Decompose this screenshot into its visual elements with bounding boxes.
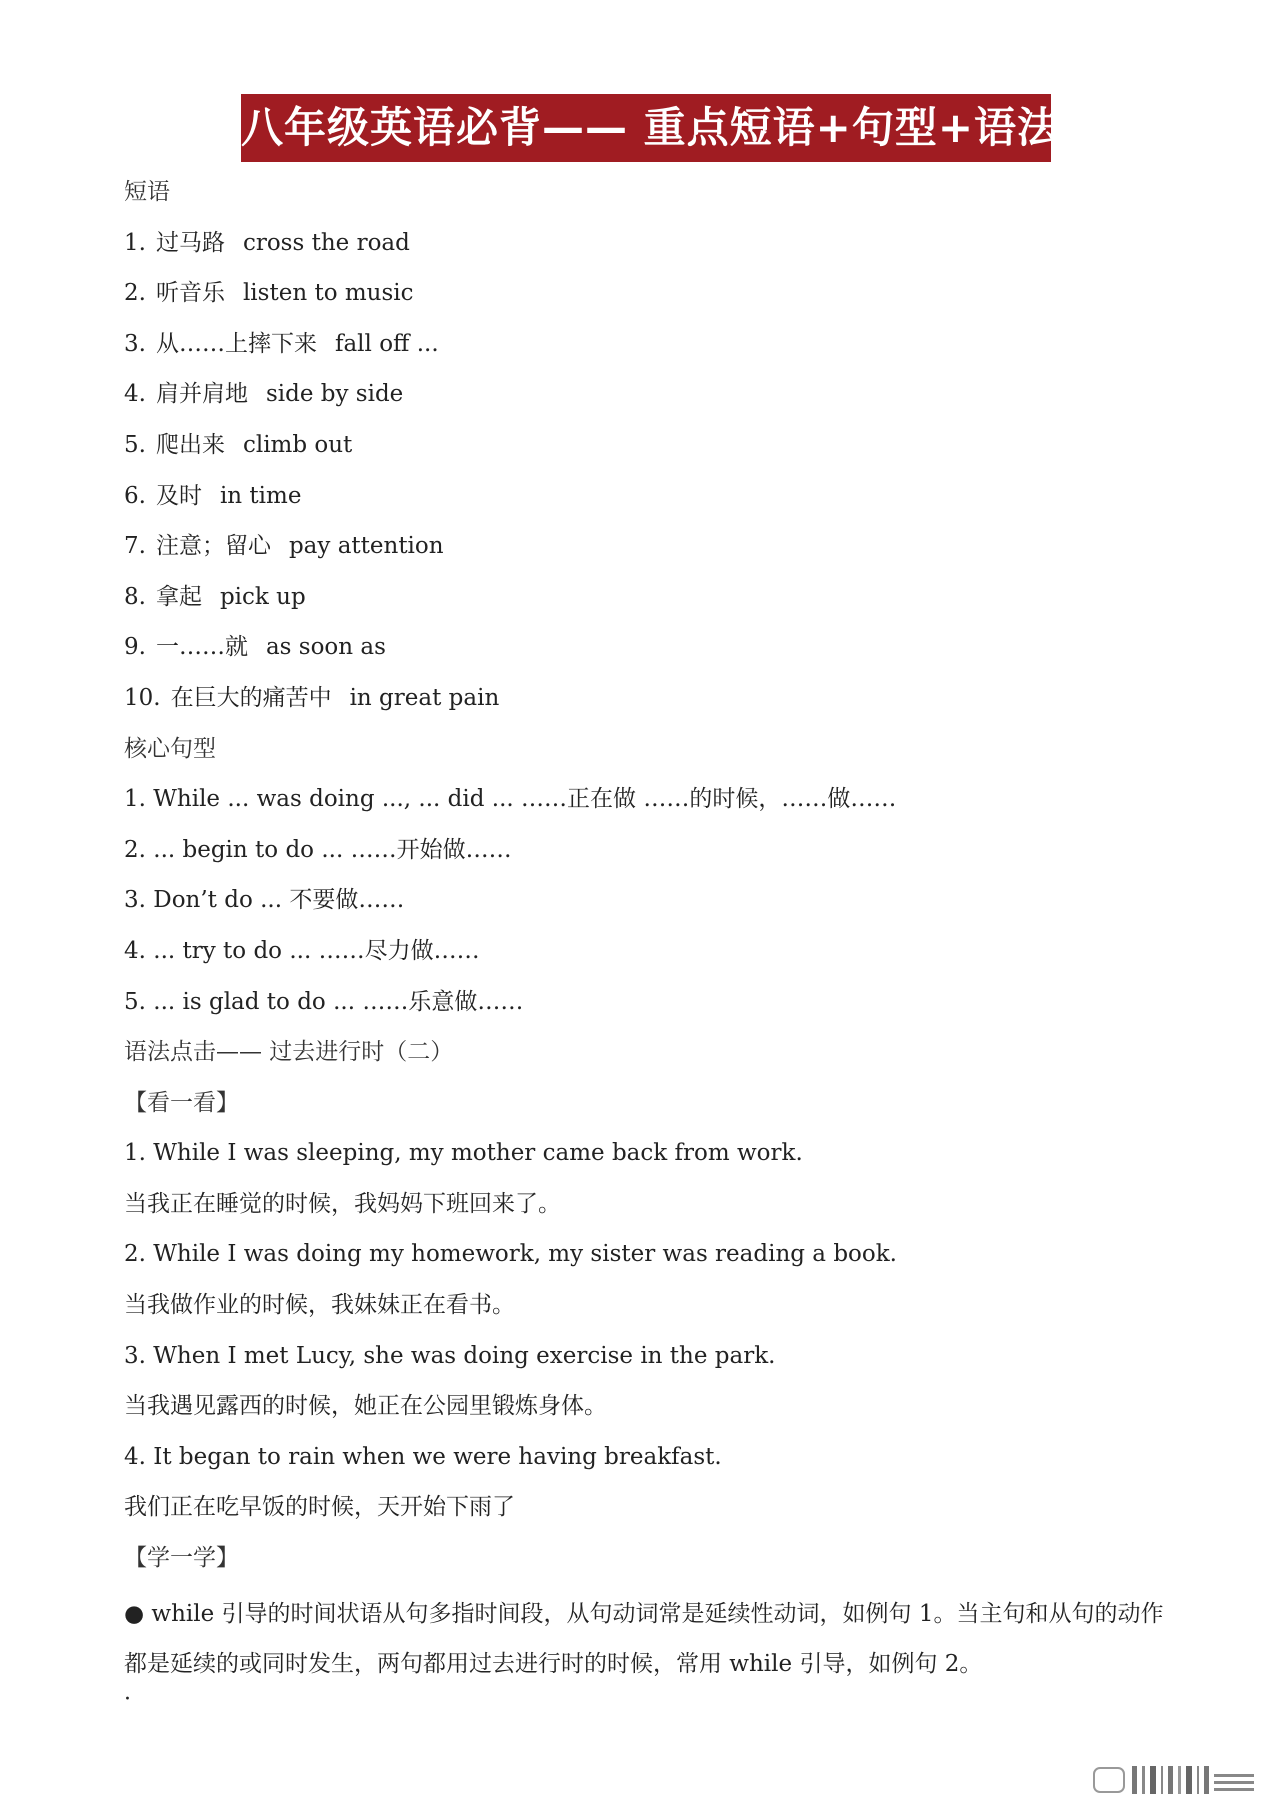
phrase-number: 2. bbox=[124, 280, 146, 307]
phrase-item bbox=[124, 577, 1184, 628]
barcode-watermark-icon bbox=[1092, 1762, 1262, 1796]
example-chinese: 我们正在吃早饭的时候，天开始下雨了 bbox=[124, 1494, 515, 1521]
phrase-english: in great pain bbox=[349, 684, 500, 711]
phrase-number: 1. bbox=[124, 229, 146, 256]
phrase-item bbox=[124, 425, 1184, 476]
phrase-chinese: 注意；留心 bbox=[155, 533, 271, 560]
phrase-number: 10. bbox=[124, 684, 161, 711]
sentence-list bbox=[124, 779, 1184, 1032]
learn-paragraph: ● while 引导的时间状语从句多指时间段，从句动词常是延续性动词，如例句 1。当主句和从句的动作都是延续的或同时发生，两句都用过去进行时的时候，常用 while 引导，如例句 2。 bbox=[124, 1600, 1164, 1678]
phrase-item bbox=[124, 476, 1184, 527]
phrase-number: 3. bbox=[124, 330, 146, 357]
learn-heading: 【学一学】 bbox=[124, 1545, 239, 1572]
sentence-item: 4. ... try to do ... ……尽力做…… bbox=[124, 937, 480, 964]
phrase-list bbox=[124, 223, 1184, 729]
phrase-item bbox=[124, 374, 1184, 425]
phrase-english: cross the road bbox=[242, 229, 410, 256]
phrase-english: in time bbox=[219, 482, 302, 509]
phrase-item bbox=[124, 678, 1184, 729]
grammar-heading: 语法点击—— 过去进行时（二） bbox=[124, 1039, 454, 1066]
example-chinese: 当我遇见露西的时候，她正在公园里锻炼身体。 bbox=[124, 1393, 607, 1420]
phrase-item bbox=[124, 324, 1184, 375]
sentence-item: 3. Don’t do ... 不要做…… bbox=[124, 887, 405, 914]
phrase-chinese: 拿起 bbox=[155, 583, 202, 610]
phrase-item bbox=[124, 223, 1184, 274]
trailing-dot: · bbox=[124, 1686, 131, 1712]
phrase-number: 8. bbox=[124, 583, 146, 610]
document-content bbox=[124, 172, 1184, 1730]
phrase-number: 5. bbox=[124, 431, 146, 458]
phrase-chinese: 肩并肩地 bbox=[155, 381, 248, 408]
phrase-chinese: 及时 bbox=[155, 482, 202, 509]
phrase-chinese: 过马路 bbox=[155, 229, 225, 256]
phrase-number: 4. bbox=[124, 381, 146, 408]
phrase-english: as soon as bbox=[265, 634, 386, 661]
phrase-chinese: 爬出来 bbox=[155, 431, 225, 458]
example-english: 2. While I was doing my homework, my sister was reading a book. bbox=[124, 1241, 897, 1268]
phrase-item bbox=[124, 273, 1184, 324]
phrase-chinese: 从……上摔下来 bbox=[155, 330, 317, 357]
phrase-english: fall off ... bbox=[334, 330, 439, 357]
example-list bbox=[124, 1133, 1184, 1538]
phrase-chinese: 在巨大的痛苦中 bbox=[170, 684, 332, 711]
phrase-english: pay attention bbox=[288, 533, 444, 560]
example-chinese: 当我做作业的时候，我妹妹正在看书。 bbox=[124, 1292, 515, 1319]
sentence-item: 1. While ... was doing ..., ... did ... ……正在做 ……的时候，……做…… bbox=[124, 786, 897, 813]
sentence-item: 5. ... is glad to do ... ……乐意做…… bbox=[124, 988, 524, 1015]
phrase-number: 7. bbox=[124, 533, 146, 560]
sentence-item: 2. ... begin to do ... ……开始做…… bbox=[124, 836, 512, 863]
example-english: 3. When I met Lucy, she was doing exercise in the park. bbox=[124, 1342, 776, 1369]
example-chinese: 当我正在睡觉的时候，我妈妈下班回来了。 bbox=[124, 1190, 561, 1217]
phrase-english: climb out bbox=[242, 431, 353, 458]
phrase-item bbox=[124, 627, 1184, 678]
phrase-chinese: 听音乐 bbox=[155, 280, 225, 307]
phrase-number: 6. bbox=[124, 482, 146, 509]
phrase-item bbox=[124, 526, 1184, 577]
phrase-number: 9. bbox=[124, 634, 146, 661]
phrase-english: listen to music bbox=[242, 280, 414, 307]
phrase-english: side by side bbox=[265, 381, 404, 408]
phrase-chinese: 一……就 bbox=[155, 634, 248, 661]
example-english: 4. It began to rain when we were having breakfast. bbox=[124, 1443, 722, 1470]
phrases-heading: 短语 bbox=[124, 179, 170, 205]
example-english: 1. While I was sleeping, my mother came back from work. bbox=[124, 1140, 803, 1167]
sentences-heading: 核心句型 bbox=[124, 735, 216, 762]
look-heading: 【看一看】 bbox=[124, 1089, 239, 1116]
phrase-english: pick up bbox=[219, 583, 306, 610]
title-banner: 八年级英语必背—— 重点短语+句型+语法 bbox=[241, 94, 1051, 162]
